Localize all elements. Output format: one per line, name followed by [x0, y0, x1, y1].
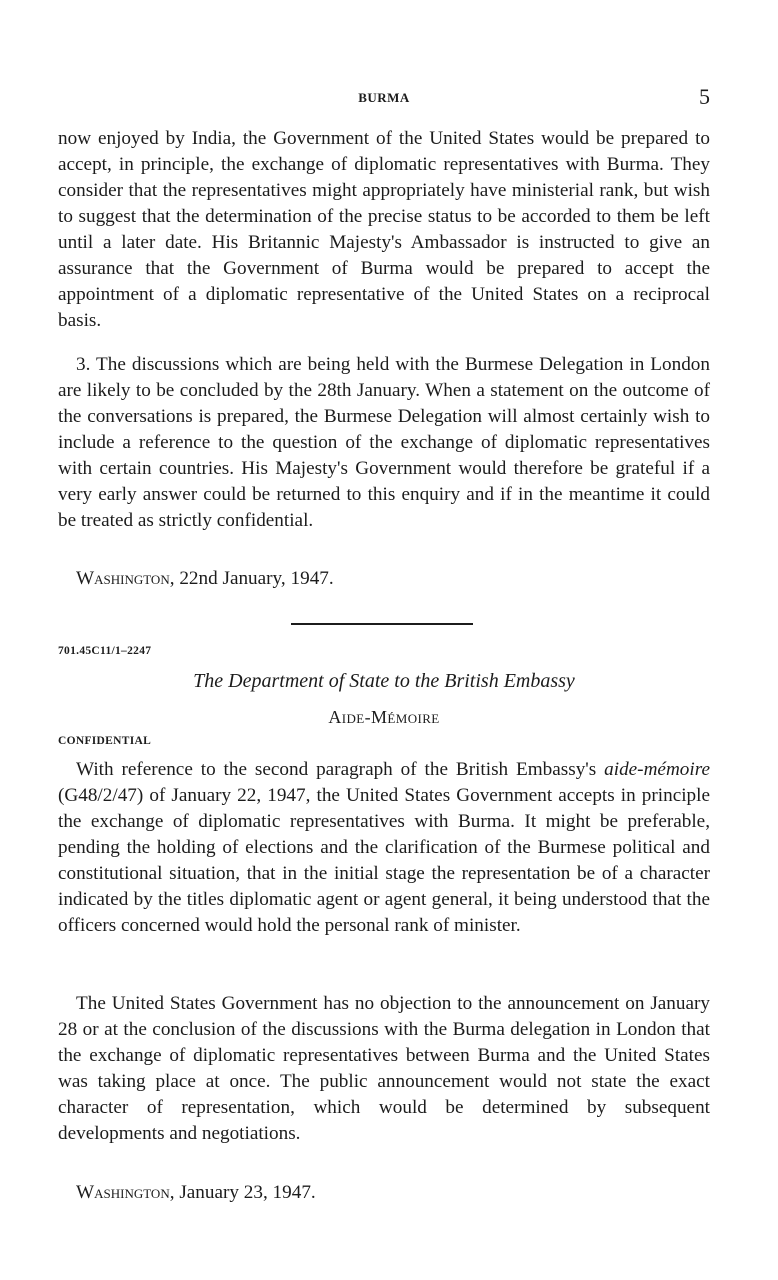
paragraph-1-start: With reference to the second paragraph of the British Embassy's [76, 759, 605, 780]
paragraph-1-italic: aide-mémoire [604, 759, 710, 780]
first-signoff-date: , 22nd January, 1947. [169, 568, 334, 589]
aide-memoire-paragraph-1 [58, 757, 710, 939]
paragraph-1-rest: (G48/2/47) of January 22, 1947, the United States Government accepts in principle the exchange of diplomatic representatives with Burma. It might be preferable, pending the holding of elections and the clarification of the Burmese political and constitutional situation, that in the initial stage the representation be of a character indicated by the titles diplomatic agent or agent general, it being understood that the officers concerned would hold the personal rank of minister. [58, 785, 710, 936]
first-signoff [76, 566, 334, 592]
second-signoff [76, 1180, 316, 1206]
document-page [58, 0, 710, 1280]
running-head [58, 86, 710, 110]
section-divider [291, 623, 473, 625]
document-type: Aide-Mémoire [328, 707, 440, 727]
classification-label: CONFIDENTIAL [58, 735, 152, 747]
first-signoff-place: Washington [76, 568, 170, 589]
aide-memoire-paragraph-2: The United States Government has no objection to the announcement on January 28 or at the conclusion of the discussions with the Burma delegation in London that the exchange of diplomatic representatives between Burma and the United States was taking place at once. The public announcement would not state the exact character of representation, which would be determined by subsequent developments and negotiations. [58, 993, 710, 1144]
file-number: 701.45C11/1–2247 [58, 645, 152, 657]
running-title: BURMA [358, 90, 410, 105]
second-signoff-place: Washington [76, 1182, 170, 1203]
paragraph-3: 3. The discussions which are being held with the Burmese Delegation in London are likely to be concluded by the 28th January. When a statement on the outcome of the conversations is prepared, the Burmese Delegation will almost certainly wish to include a reference to the question of the exchange of diplomatic representatives with certain countries. His Majesty's Government would therefore be grateful if a very early answer could be returned to this enquiry and if in the meantime it could be treated as strictly confidential. [58, 354, 710, 531]
page-number: 5 [699, 84, 710, 109]
document-title: The Department of State to the British Embassy [193, 670, 575, 692]
second-signoff-date: , January 23, 1947. [169, 1182, 316, 1203]
continued-paragraph: now enjoyed by India, the Government of the United States would be prepared to accept, in principle, the exchange of diplomatic representatives with Burma. They consider that the representatives might appropriately have ministerial rank, but wish to suggest that the determination of the precise status to be accorded to them be left until a later date. His Britannic Majesty's Ambassador is instructed to give an assurance that the Government of Burma would be prepared to accept the appointment of a diplomatic representative of the United States on a reciprocal basis. [58, 128, 710, 331]
